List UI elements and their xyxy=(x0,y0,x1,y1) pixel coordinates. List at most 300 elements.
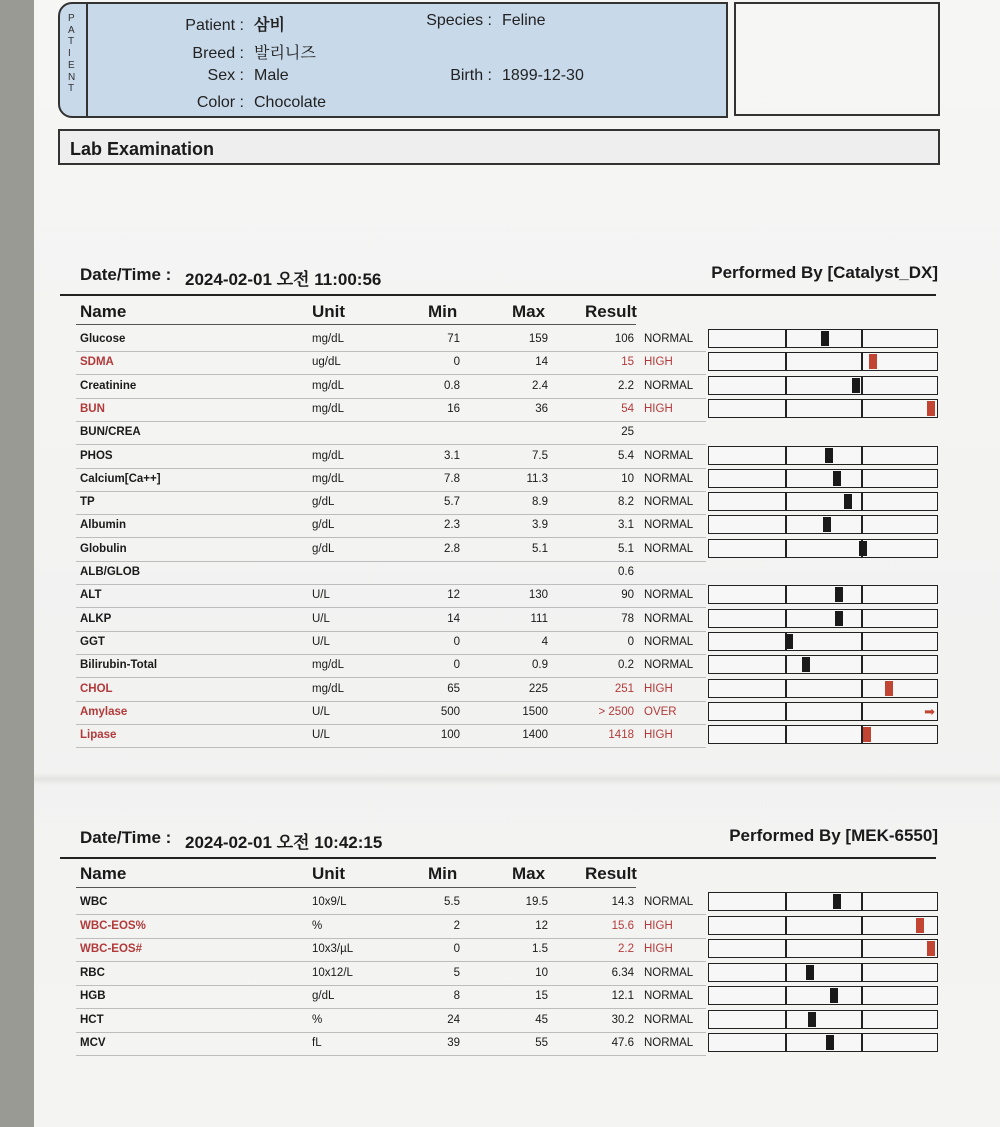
birth-value: 1899-12-30 xyxy=(502,67,584,84)
range-divider-low xyxy=(785,726,787,743)
test-min: 5 xyxy=(453,966,460,979)
test-status: HIGH xyxy=(644,919,673,932)
range-divider-high xyxy=(861,680,863,697)
column-header-unit: Unit xyxy=(312,302,346,321)
species-key: Species : xyxy=(426,12,492,29)
test-unit: % xyxy=(312,1013,323,1026)
test-min: 16 xyxy=(447,402,460,415)
range-bar xyxy=(708,515,938,534)
range-bar xyxy=(708,492,938,511)
test-max: 5.1 xyxy=(532,542,548,555)
test-name: BUN xyxy=(80,402,105,415)
test-name: WBC xyxy=(80,896,108,908)
table-row xyxy=(76,514,706,538)
test-name: WBC-EOS% xyxy=(80,919,146,932)
result-marker xyxy=(927,401,935,416)
range-divider-low xyxy=(785,703,787,720)
table-row xyxy=(76,631,706,655)
range-divider-high xyxy=(861,516,863,533)
range-divider-high xyxy=(861,703,863,720)
test-status: HIGH xyxy=(644,356,673,369)
test-name: Bilirubin-Total xyxy=(80,659,158,672)
test-max: 2.4 xyxy=(532,379,548,392)
test-min: 500 xyxy=(440,705,460,718)
patient-info-box xyxy=(58,2,728,118)
test-min: 24 xyxy=(447,1013,460,1026)
range-bar xyxy=(708,609,938,628)
test-min: 8 xyxy=(453,990,460,1002)
test-name: Calcium[Ca++] xyxy=(80,472,161,485)
table-row xyxy=(76,608,706,632)
test-name: PHOS xyxy=(80,449,113,462)
range-divider-high xyxy=(861,353,863,370)
test-name: Lipase xyxy=(80,729,117,742)
table-row xyxy=(76,398,706,422)
test-name: HCT xyxy=(80,1013,104,1026)
test-result: > 2500 xyxy=(598,705,634,718)
range-divider-high xyxy=(861,987,863,1004)
range-bar xyxy=(708,939,938,958)
test-max: 15 xyxy=(535,990,548,1002)
test-unit: g/dL xyxy=(312,519,335,532)
result-marker xyxy=(916,918,924,933)
test-unit: g/dL xyxy=(312,496,335,509)
test-status: NORMAL xyxy=(644,496,694,509)
test-min: 2.8 xyxy=(444,542,460,555)
range-bar xyxy=(708,1033,938,1052)
test-result: 6.34 xyxy=(611,966,634,979)
result-marker xyxy=(869,354,877,369)
test-status: HIGH xyxy=(644,943,673,955)
test-min: 2.3 xyxy=(444,519,460,532)
test-min: 65 xyxy=(447,682,460,695)
birth-field xyxy=(400,67,584,85)
test-unit: mg/dL xyxy=(312,682,344,695)
result-marker xyxy=(808,1012,816,1027)
range-divider-low xyxy=(785,987,787,1004)
range-divider-low xyxy=(785,610,787,627)
test-status: NORMAL xyxy=(644,449,694,462)
test-unit: U/L xyxy=(312,635,330,648)
species-field xyxy=(400,12,546,30)
test-result: 106 xyxy=(614,333,634,345)
range-divider-low xyxy=(785,447,787,464)
result-marker xyxy=(802,657,810,672)
range-bar xyxy=(708,1010,938,1029)
test-status: NORMAL xyxy=(644,896,694,908)
range-divider-high xyxy=(861,610,863,627)
patient-name-key: Patient : xyxy=(185,17,244,34)
test-unit: % xyxy=(312,919,323,932)
column-header-underline xyxy=(76,887,636,888)
test-result: 10 xyxy=(621,472,634,485)
test-status: HIGH xyxy=(644,729,673,742)
test-min: 0 xyxy=(453,659,460,672)
breed-value: 발리니즈 xyxy=(254,45,316,62)
test-max: 1.5 xyxy=(532,943,548,955)
blank-side-box xyxy=(734,2,940,116)
table-row xyxy=(76,891,706,915)
range-divider-low xyxy=(785,586,787,603)
range-divider-low xyxy=(785,377,787,394)
sex-value: Male xyxy=(254,67,289,84)
test-max: 19.5 xyxy=(525,896,548,908)
test-name: TP xyxy=(80,496,95,509)
range-divider-low xyxy=(785,400,787,417)
test-name: Globulin xyxy=(80,542,127,555)
result-marker xyxy=(835,611,843,626)
result-marker xyxy=(823,517,831,532)
test-result: 0.6 xyxy=(618,566,634,578)
test-min: 3.1 xyxy=(444,449,460,462)
performed-by: Performed By [MEK-6550] xyxy=(729,826,938,845)
test-status: NORMAL xyxy=(644,659,694,672)
table-row xyxy=(76,654,706,678)
column-header-underline xyxy=(76,324,636,325)
test-max: 225 xyxy=(528,682,548,695)
test-name: BUN/CREA xyxy=(80,426,141,439)
range-bar xyxy=(708,632,938,651)
table-row xyxy=(76,328,706,352)
test-unit: ug/dL xyxy=(312,356,341,369)
patient-name-field xyxy=(124,12,285,35)
range-divider-high xyxy=(861,940,863,957)
test-unit: mg/dL xyxy=(312,659,344,672)
test-result: 2.2 xyxy=(618,379,634,392)
range-divider-high xyxy=(861,1011,863,1028)
test-result: 47.6 xyxy=(611,1037,634,1049)
result-marker xyxy=(863,727,871,742)
test-result: 78 xyxy=(621,612,634,625)
test-unit: 10x9/L xyxy=(312,896,347,908)
range-bar xyxy=(708,539,938,558)
range-bar xyxy=(708,725,938,744)
column-header-name: Name xyxy=(80,302,127,321)
over-range-arrow-icon: ➡ xyxy=(924,703,935,719)
test-result: 0 xyxy=(627,635,634,648)
sex-key: Sex : xyxy=(207,67,244,84)
result-marker xyxy=(785,634,793,649)
test-unit: 10x12/L xyxy=(312,966,353,979)
result-marker xyxy=(830,988,838,1003)
range-bar xyxy=(708,986,938,1005)
result-marker xyxy=(833,471,841,486)
test-name: Glucose xyxy=(80,333,126,345)
range-divider-low xyxy=(785,470,787,487)
column-header-result: Result xyxy=(585,302,637,321)
test-name: Albumin xyxy=(80,519,126,532)
performed-by: Performed By [Catalyst_DX] xyxy=(711,263,938,282)
test-unit: 10x3/µL xyxy=(312,943,354,955)
test-status: NORMAL xyxy=(644,966,694,979)
species-value: Feline xyxy=(502,12,546,29)
range-divider-high xyxy=(861,447,863,464)
range-divider-low xyxy=(785,893,787,910)
test-result: 12.1 xyxy=(611,990,634,1002)
patient-side-label xyxy=(60,4,88,116)
test-status: NORMAL xyxy=(644,472,694,485)
test-status: NORMAL xyxy=(644,1013,694,1026)
test-min: 39 xyxy=(447,1037,460,1049)
range-divider-low xyxy=(785,1011,787,1028)
patient-vertical-text: P A T I E N T xyxy=(68,13,76,95)
column-header-result: Result xyxy=(585,864,637,883)
test-max: 159 xyxy=(528,333,548,345)
test-unit: g/dL xyxy=(312,542,335,555)
range-bar xyxy=(708,916,938,935)
column-header-max: Max xyxy=(512,302,546,321)
test-name: ALT xyxy=(80,589,102,602)
breed-key: Breed : xyxy=(192,45,244,62)
test-result: 3.1 xyxy=(618,519,634,532)
test-max: 1400 xyxy=(522,729,548,742)
test-unit: mg/dL xyxy=(312,472,344,485)
test-result: 14.3 xyxy=(611,896,634,908)
test-result: 2.2 xyxy=(618,943,634,955)
test-result: 8.2 xyxy=(618,496,634,509)
range-bar xyxy=(708,446,938,465)
test-name: SDMA xyxy=(80,356,114,369)
test-min: 100 xyxy=(440,729,460,742)
color-field xyxy=(124,94,326,112)
range-divider-high xyxy=(861,493,863,510)
range-divider-high xyxy=(861,917,863,934)
breed-field xyxy=(124,40,316,63)
test-result: 5.1 xyxy=(618,542,634,555)
color-key: Color : xyxy=(196,94,244,111)
range-divider-high xyxy=(861,400,863,417)
range-divider-high xyxy=(861,586,863,603)
column-header-name: Name xyxy=(80,864,127,883)
range-divider-high xyxy=(861,330,863,347)
test-result: 54 xyxy=(621,402,634,415)
test-result: 25 xyxy=(621,426,634,439)
patient-name-value: 삼비 xyxy=(254,17,285,34)
result-marker xyxy=(885,681,893,696)
test-max: 0.9 xyxy=(532,659,548,672)
test-min: 5.5 xyxy=(444,896,460,908)
range-divider-low xyxy=(785,656,787,673)
test-status: NORMAL xyxy=(644,519,694,532)
range-divider-low xyxy=(785,1034,787,1051)
range-divider-high xyxy=(861,1034,863,1051)
test-status: NORMAL xyxy=(644,333,694,345)
test-max: 36 xyxy=(535,402,548,415)
test-name: RBC xyxy=(80,966,105,979)
test-unit: mg/dL xyxy=(312,379,344,392)
result-marker xyxy=(833,894,841,909)
test-max: 55 xyxy=(535,1037,548,1049)
test-max: 10 xyxy=(535,966,548,979)
test-name: MCV xyxy=(80,1037,106,1049)
test-status: OVER xyxy=(644,705,677,718)
test-max: 14 xyxy=(535,356,548,369)
table-row xyxy=(76,468,706,492)
test-max: 12 xyxy=(535,919,548,932)
test-name: Amylase xyxy=(80,705,128,718)
table-row xyxy=(76,962,706,986)
test-name: WBC-EOS# xyxy=(80,943,142,955)
table-row xyxy=(76,538,706,562)
test-result: 15 xyxy=(621,356,634,369)
test-unit: U/L xyxy=(312,612,330,625)
range-bar xyxy=(708,585,938,604)
range-divider-low xyxy=(785,493,787,510)
test-unit: U/L xyxy=(312,589,330,602)
test-min: 0 xyxy=(453,943,460,955)
range-bar xyxy=(708,329,938,348)
range-divider-high xyxy=(861,633,863,650)
table-row xyxy=(76,1009,706,1033)
range-divider-low xyxy=(785,516,787,533)
table-row xyxy=(76,375,706,399)
test-result: 251 xyxy=(614,682,634,695)
test-unit: mg/dL xyxy=(312,333,344,345)
range-bar xyxy=(708,376,938,395)
range-divider-low xyxy=(785,353,787,370)
test-status: NORMAL xyxy=(644,379,694,392)
result-marker xyxy=(806,965,814,980)
result-marker xyxy=(821,331,829,346)
test-min: 14 xyxy=(447,612,460,625)
table-row xyxy=(76,421,706,445)
range-divider-low xyxy=(785,540,787,557)
test-name: HGB xyxy=(80,990,106,1002)
test-max: 45 xyxy=(535,1013,548,1026)
result-marker xyxy=(825,448,833,463)
range-divider-high xyxy=(861,964,863,981)
range-divider-low xyxy=(785,917,787,934)
test-result: 30.2 xyxy=(611,1013,634,1026)
range-bar xyxy=(708,963,938,982)
test-status: NORMAL xyxy=(644,1037,694,1049)
datetime-value: 2024-02-01 오전 10:42:15 xyxy=(185,833,383,852)
range-divider-high xyxy=(861,377,863,394)
color-value: Chocolate xyxy=(254,94,327,111)
result-marker xyxy=(844,494,852,509)
test-name: ALKP xyxy=(80,612,112,625)
paper-fold xyxy=(34,772,1000,786)
test-status: NORMAL xyxy=(644,635,694,648)
test-min: 5.7 xyxy=(444,496,460,509)
test-result: 5.4 xyxy=(618,449,634,462)
test-unit: g/dL xyxy=(312,990,335,1002)
test-min: 0 xyxy=(453,635,460,648)
range-divider-high xyxy=(861,656,863,673)
table-row xyxy=(76,915,706,939)
lab-examination-title: Lab Examination xyxy=(70,139,215,159)
table-row xyxy=(76,351,706,375)
test-min: 0.8 xyxy=(444,379,460,392)
range-bar xyxy=(708,469,938,488)
result-marker xyxy=(927,941,935,956)
test-unit: mg/dL xyxy=(312,449,344,462)
range-bar xyxy=(708,399,938,418)
table-row xyxy=(76,678,706,702)
range-bar xyxy=(708,702,938,721)
lab-examination-header xyxy=(58,129,940,165)
table-row xyxy=(76,584,706,608)
result-marker xyxy=(859,541,867,556)
range-divider-low xyxy=(785,680,787,697)
test-max: 8.9 xyxy=(532,496,548,509)
column-header-unit: Unit xyxy=(312,864,346,883)
test-unit: U/L xyxy=(312,705,330,718)
test-min: 7.8 xyxy=(444,472,460,485)
test-unit: fL xyxy=(312,1037,322,1049)
sex-field xyxy=(124,67,289,85)
range-bar xyxy=(708,655,938,674)
range-divider-high xyxy=(861,893,863,910)
range-divider-low xyxy=(785,964,787,981)
range-divider-low xyxy=(785,940,787,957)
table-row xyxy=(76,985,706,1009)
range-bar xyxy=(708,679,938,698)
table-row xyxy=(76,1032,706,1056)
result-marker xyxy=(835,587,843,602)
table-row xyxy=(76,701,706,725)
section-rule xyxy=(60,294,936,296)
result-marker xyxy=(852,378,860,393)
test-status: NORMAL xyxy=(644,589,694,602)
test-min: 2 xyxy=(453,919,460,932)
test-status: NORMAL xyxy=(644,612,694,625)
test-name: CHOL xyxy=(80,682,113,695)
datetime-label: Date/Time : xyxy=(80,265,172,284)
datetime-label: Date/Time : xyxy=(80,828,172,847)
column-header-max: Max xyxy=(512,864,546,883)
column-header-min: Min xyxy=(428,302,458,321)
test-result: 1418 xyxy=(608,729,634,742)
test-max: 11.3 xyxy=(526,472,548,485)
test-max: 111 xyxy=(530,612,548,625)
test-result: 90 xyxy=(621,589,634,602)
range-divider-high xyxy=(861,470,863,487)
range-divider-low xyxy=(785,330,787,347)
range-bar xyxy=(708,892,938,911)
test-max: 1500 xyxy=(522,705,548,718)
test-max: 130 xyxy=(528,589,548,602)
test-result: 15.6 xyxy=(611,919,634,932)
test-name: Creatinine xyxy=(80,379,137,392)
test-status: HIGH xyxy=(644,402,673,415)
test-min: 12 xyxy=(447,589,460,602)
table-row xyxy=(76,724,706,748)
birth-key: Birth : xyxy=(450,67,492,84)
test-max: 4 xyxy=(541,635,548,648)
test-result: 0.2 xyxy=(618,659,634,672)
test-max: 7.5 xyxy=(532,449,548,462)
table-row xyxy=(76,491,706,515)
table-row xyxy=(76,938,706,962)
test-max: 3.9 xyxy=(532,519,548,532)
test-name: GGT xyxy=(80,635,105,648)
section-rule xyxy=(60,857,936,859)
test-min: 0 xyxy=(453,356,460,369)
test-min: 71 xyxy=(447,333,460,345)
test-unit: U/L xyxy=(312,729,330,742)
range-bar xyxy=(708,352,938,371)
table-row xyxy=(76,561,706,585)
test-status: HIGH xyxy=(644,682,673,695)
result-marker xyxy=(826,1035,834,1050)
test-unit: mg/dL xyxy=(312,402,344,415)
table-row xyxy=(76,445,706,469)
test-status: NORMAL xyxy=(644,542,694,555)
test-name: ALB/GLOB xyxy=(80,566,141,578)
column-header-min: Min xyxy=(428,864,458,883)
test-status: NORMAL xyxy=(644,990,694,1002)
